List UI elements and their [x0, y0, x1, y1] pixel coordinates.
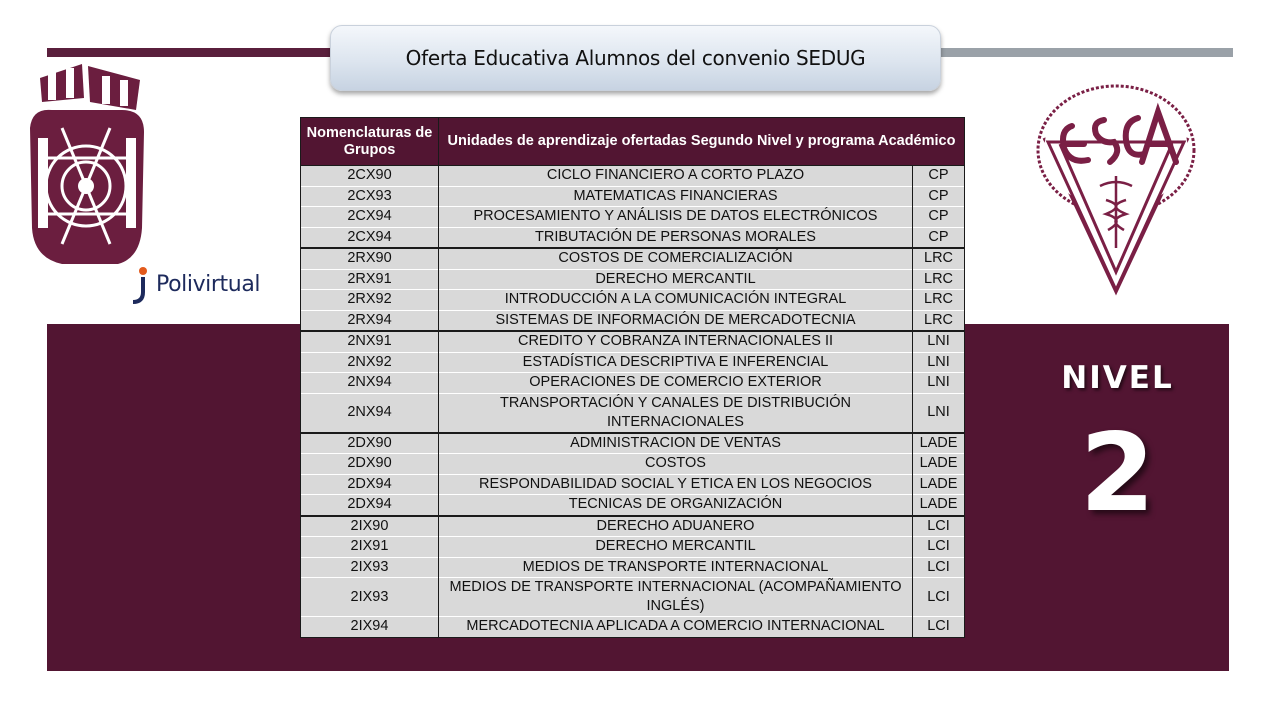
program-cell: LRC	[913, 310, 965, 331]
group-cell: 2NX94	[301, 393, 439, 433]
polivirtual-icon	[126, 262, 156, 306]
program-cell: CP	[913, 166, 965, 187]
top-rule-right	[930, 48, 1233, 57]
table-row	[301, 352, 965, 373]
program-cell: LNI	[913, 352, 965, 373]
ipn-logo-icon	[22, 58, 152, 273]
program-cell: LCI	[913, 537, 965, 558]
group-cell: 2CX94	[301, 207, 439, 228]
unit-cell: TECNICAS DE ORGANIZACIÓN	[439, 495, 913, 516]
header-groups: Nomenclaturas de Grupos	[301, 118, 439, 166]
polivirtual-logo	[126, 262, 260, 306]
group-cell: 2IX90	[301, 516, 439, 537]
group-cell: 2CX94	[301, 227, 439, 248]
program-cell: LCI	[913, 617, 965, 638]
unit-cell: SISTEMAS DE INFORMACIÓN DE MERCADOTECNIA	[439, 310, 913, 331]
program-cell: LCI	[913, 557, 965, 578]
page-title: Oferta Educativa Alumnos del convenio SEDUG	[405, 46, 866, 70]
program-cell: LADE	[913, 454, 965, 475]
program-cell: LNI	[913, 393, 965, 433]
group-cell: 2DX90	[301, 454, 439, 475]
program-cell: LCI	[913, 578, 965, 617]
unit-cell: INTRODUCCIÓN A LA COMUNICACIÓN INTEGRAL	[439, 290, 913, 311]
course-offer-table-container	[300, 117, 964, 638]
table-row	[301, 331, 965, 352]
program-cell: LADE	[913, 474, 965, 495]
table-row	[301, 474, 965, 495]
unit-cell: COSTOS	[439, 454, 913, 475]
level-number: 2	[1079, 411, 1156, 536]
table-row	[301, 248, 965, 269]
program-cell: LRC	[913, 290, 965, 311]
unit-cell: DERECHO ADUANERO	[439, 516, 913, 537]
program-cell: CP	[913, 227, 965, 248]
group-cell: 2NX92	[301, 352, 439, 373]
group-cell: 2NX94	[301, 373, 439, 394]
program-cell: LCI	[913, 516, 965, 537]
unit-cell: OPERACIONES DE COMERCIO EXTERIOR	[439, 373, 913, 394]
table-row	[301, 290, 965, 311]
group-cell: 2IX91	[301, 537, 439, 558]
esca-logo-icon	[1030, 78, 1202, 298]
group-cell: 2RX91	[301, 269, 439, 290]
unit-cell: ADMINISTRACION DE VENTAS	[439, 433, 913, 454]
table-row	[301, 433, 965, 454]
unit-cell: MEDIOS DE TRANSPORTE INTERNACIONAL (ACOMPAÑAMIENTO INGLÉS)	[439, 578, 913, 617]
program-cell: LRC	[913, 248, 965, 269]
table-row	[301, 310, 965, 331]
program-cell: LADE	[913, 433, 965, 454]
program-cell: LRC	[913, 269, 965, 290]
table-row	[301, 227, 965, 248]
top-rule-left	[47, 48, 347, 57]
table-row	[301, 516, 965, 537]
group-cell: 2IX94	[301, 617, 439, 638]
header-units: Unidades de aprendizaje ofertadas Segundo Nivel y programa Académico	[439, 118, 965, 166]
group-cell: 2DX90	[301, 433, 439, 454]
program-cell: LNI	[913, 331, 965, 352]
table-row	[301, 617, 965, 638]
program-cell: LNI	[913, 373, 965, 394]
level-label: NIVEL	[1061, 360, 1174, 396]
group-cell: 2DX94	[301, 495, 439, 516]
table-row	[301, 454, 965, 475]
unit-cell: MATEMATICAS FINANCIERAS	[439, 186, 913, 207]
table-row	[301, 393, 965, 433]
unit-cell: CREDITO Y COBRANZA INTERNACIONALES II	[439, 331, 913, 352]
course-offer-table	[300, 117, 965, 638]
table-row	[301, 537, 965, 558]
group-cell: 2CX93	[301, 186, 439, 207]
unit-cell: TRIBUTACIÓN DE PERSONAS MORALES	[439, 227, 913, 248]
title-banner	[330, 25, 941, 91]
group-cell: 2CX90	[301, 166, 439, 187]
group-cell: 2DX94	[301, 474, 439, 495]
table-row	[301, 207, 965, 228]
unit-cell: RESPONDABILIDAD SOCIAL Y ETICA EN LOS NEGOCIOS	[439, 474, 913, 495]
table-row	[301, 578, 965, 617]
unit-cell: COSTOS DE COMERCIALIZACIÓN	[439, 248, 913, 269]
table-header-row	[301, 118, 965, 166]
program-cell: CP	[913, 186, 965, 207]
table-row	[301, 557, 965, 578]
unit-cell: MERCADOTECNIA APLICADA A COMERCIO INTERNACIONAL	[439, 617, 913, 638]
program-cell: LADE	[913, 495, 965, 516]
program-cell: CP	[913, 207, 965, 228]
unit-cell: ESTADÍSTICA DESCRIPTIVA E INFERENCIAL	[439, 352, 913, 373]
table-row	[301, 186, 965, 207]
group-cell: 2RX94	[301, 310, 439, 331]
group-cell: 2NX91	[301, 331, 439, 352]
group-cell: 2IX93	[301, 578, 439, 617]
unit-cell: MEDIOS DE TRANSPORTE INTERNACIONAL	[439, 557, 913, 578]
unit-cell: DERECHO MERCANTIL	[439, 269, 913, 290]
unit-cell: CICLO FINANCIERO A CORTO PLAZO	[439, 166, 913, 187]
group-cell: 2RX90	[301, 248, 439, 269]
polivirtual-label: Polivirtual	[156, 271, 261, 297]
group-cell: 2IX93	[301, 557, 439, 578]
table-row	[301, 166, 965, 187]
group-cell: 2RX92	[301, 290, 439, 311]
table-row	[301, 495, 965, 516]
table-row	[301, 269, 965, 290]
table-row	[301, 373, 965, 394]
unit-cell: DERECHO MERCANTIL	[439, 537, 913, 558]
unit-cell: TRANSPORTACIÓN Y CANALES DE DISTRIBUCIÓN INTERNACIONALES	[439, 393, 913, 433]
unit-cell: PROCESAMIENTO Y ANÁLISIS DE DATOS ELECTRÓNICOS	[439, 207, 913, 228]
